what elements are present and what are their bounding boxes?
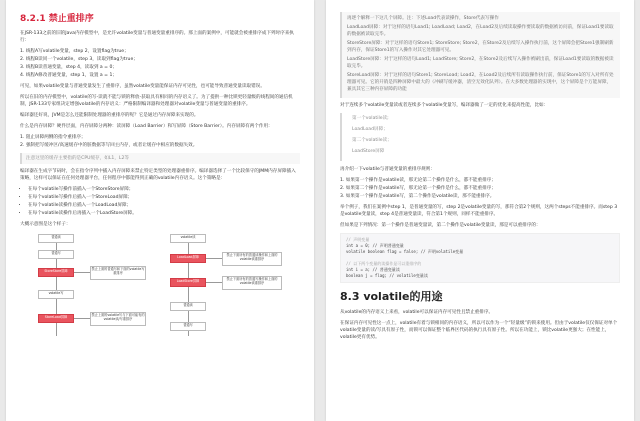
paragraph: 对于连续多个volatile变量读或者连续多个volatile变量写，编译器做了一定的优化来提高性能，比如： <box>340 103 549 108</box>
list-item: 2. 强制把写缓冲区/高速缓存中的脏数据等写回主内存，或者让缓存中相应的数据失效。 <box>20 143 198 148</box>
paragraph: 编译器在生成字节码时，会在指令序列中插入内存屏障来禁止特定类型的处理器重排序。编译器选择了一个比较保守的JMM内存屏障插入策略，这样可以保证在任何处理器平台，任何程序中都能得到正确的volatile内存语义。这个策略是： <box>20 169 296 181</box>
connector-line <box>74 272 90 273</box>
code-line: int i = a; // 普通变量读 <box>346 267 400 272</box>
barrier-effects-list <box>20 134 300 149</box>
paragraph: 在JSR-133之前的旧的Java内存模型中，是允许volatile变量与普通变量重排序的。那上面的案例中，可能就会被重排序成下列时序来执行： <box>20 31 294 43</box>
list-item: 1. 阻止屏障两侧的指令重排序； <box>20 135 86 140</box>
reorder-steps-list <box>20 48 300 79</box>
diagram-note: 禁止下面所有的普通读操作和上面的volatile读重排序 <box>222 252 282 266</box>
diagram-note: 禁止上面的volatile写与下面可能有的volatile读/写重排序 <box>90 312 146 326</box>
diagram-box: volatile读 <box>170 234 206 243</box>
page-header <box>20 6 300 12</box>
sequence-item: 第二个volatile读； <box>352 138 392 143</box>
list-item: 3. 线程B读普通变量，step 4，读取到 a = 0； <box>20 65 118 70</box>
paragraph: LoadStore屏障：对于这样的语句Load1; LoadStore; Store2，在Store2及后续写入操作被刷出前，保证Load1要读取的数据被读取完毕。 <box>347 57 614 69</box>
section-title: 8.2.1 禁止重排序 <box>20 14 94 24</box>
diagram-note: 禁止下面所有的普通写操作和上面的volatile读重排序 <box>222 276 282 290</box>
paragraph: StoreLoad屏障：对于这样的语句Store1; StoreLoad; Load2，在Load2及后续所有读取操作执行前，保证Store1的写入对所有处理器可见。它的开销是四种屏障中最大的（冲刷写缓冲器，清空无效化队列）。在大多数处理器的实现中，这个屏障是个万能屏障，兼具其它三种内存屏障的功能 <box>347 73 614 92</box>
list-item: 4. 线程A修改普通变量，step 1，设置 a = 1； <box>20 73 117 78</box>
paragraph: 编译器还好说，JVM是怎么还能限制处理器的重排序的呢？它是通过内存屏障来实现的。 <box>20 113 199 118</box>
diagram-box: 普通写 <box>38 250 74 259</box>
code-line: // 声明变量 <box>346 237 370 242</box>
diagram-barrier-box: StoreLoad屏障 <box>38 314 74 323</box>
list-item: • 在每个volatile写操作后插入一个StoreLoad屏障； <box>28 194 300 201</box>
diagram-barrier-box: LoadLoad屏障 <box>170 254 206 263</box>
paragraph: 可见，如果volatile变量与普通变量发生了重排序，虽然volatile变量能保证内存可见性，也可能导致普通变量读取错误。 <box>20 84 265 89</box>
barrier-strategy-list <box>20 186 300 217</box>
diagram-barrier-box: StoreStore屏障 <box>38 268 74 277</box>
paragraph: 再逐个解释一下这几个屏障。注：下述Load代表读操作，Store代表写操作 <box>347 16 499 21</box>
diagram-box: 普通读 <box>38 234 74 243</box>
paragraph: StoreStore屏障：对于这样的语句Store1; StoreStore; Store2，在Store2及后续写入操作执行前，这个屏障会把Store1强制刷新到内存，保证Store1的写入操作对其它处理器可见。 <box>347 41 614 53</box>
paragraph: 所以在旧的内存模型中，volatile的写-读就不能与锁的释放-获取具有相同的内存语义了。为了提供一种比锁更轻量级的线程间的通信机制，JSR-133专家组决定增强volatile的内存语义：严格限制编译器和处理器对volatile变量与普通变量的重排序。 <box>20 95 293 107</box>
code-line: int a = 0; // 声明普通变量 <box>346 243 404 248</box>
list-item: • 在每个volatile读操作后再插入一个LoadStore屏障。 <box>28 210 300 217</box>
code-line: // 以下两个变量的读操作是可以重排序的 <box>346 261 422 266</box>
barrier-diagram <box>20 232 300 340</box>
diagram-box: volatile写 <box>38 290 74 299</box>
code-line: volatile boolean flag = false; // 声明volatile变量 <box>346 249 464 254</box>
sequence-item: LoadLoad屏障； <box>352 127 388 132</box>
paragraph: 但如果是下列情况：第一个操作是普通变量读，第二个操作是volatile变量读，那是可以重排序的： <box>340 223 541 228</box>
document-page-left <box>6 0 314 421</box>
barrier-sequence <box>340 113 620 161</box>
section-title: 8.3 volatile的用途 <box>340 290 443 303</box>
code-block <box>340 233 620 283</box>
list-item: • 在每个volatile写操作前插入一个StoreStore屏障； <box>28 186 300 193</box>
connector-line <box>206 282 222 283</box>
diagram-box: 普通写 <box>170 322 206 331</box>
document-page-right <box>326 0 634 421</box>
diagram-box: 普通读 <box>170 302 206 311</box>
list-item: • 在每个volatile读操作后插入一个LoadLoad屏障； <box>28 202 300 209</box>
sequence-item: LoadStore屏障 <box>352 149 385 154</box>
sequence-item: 第一个volatile读; <box>352 116 389 121</box>
reorder-rules-list <box>340 177 620 200</box>
diagram-barrier-box: LoadStore屏障 <box>170 278 206 287</box>
connector-line <box>206 258 222 259</box>
paragraph: 什么是内存屏障？硬件层面，内存屏障分两种：读屏障（Load Barrier）和写屏障（Store Barrier）。内存屏障有两个作用： <box>20 124 273 129</box>
list-item: 2. 如果第二个操作是volatile写，那无论第一个操作是什么，都不能重排序； <box>340 186 496 191</box>
connector-line <box>74 318 90 319</box>
list-item: 1. 如果第一个操作是volatile读，那无论第二个操作是什么，都不能重排序； <box>340 178 496 183</box>
paragraph: LoadLoad屏障：对于这样的语句Load1; LoadLoad; Load2，在Load2及后续读取操作要读取的数据被访问前，保证Load1要读取的数据被读取完毕。 <box>347 25 614 37</box>
list-item: 1. 线程A写volatile变量，step 2，设置flag为true； <box>20 49 129 54</box>
diagram-note: 禁止上面的普通写和下面的volatile写重排序 <box>90 266 146 280</box>
paragraph: 再介绍一下volatile与普通变量的重排序规则： <box>340 167 435 172</box>
code-line: boolean j = flag; // volatile变量读 <box>346 273 428 278</box>
barrier-explanation-block <box>340 12 620 98</box>
list-item: 3. 如果第一个操作是volatile写，第二个操作是volatile读，那不能重排序。 <box>340 194 495 199</box>
paragraph: 从volatile的内存语义上来看，volatile可以保证内存可见性且禁止重排序。 <box>340 310 494 315</box>
paragraph: 在保证内存可见性这一点上，volatile有着与锁相同的内存语义，所以可以作为一个“轻量级”的锁来使用。但由于volatile仅仅保证对单个volatile变量的读/写具有原子性，而锁可以保证整个临界区代码的执行具有原子性。所以在功能上，锁比volatile更强大；在性能上，volatile更有优势。 <box>340 321 618 340</box>
paragraph: 大概示意图是这个样子： <box>20 222 71 227</box>
note-callout: 注意这里的缓存主要指的是CPU缓存，如L1，L2等 <box>20 153 300 164</box>
list-item: 2. 线程B读同一个volatile，step 3，读取到flag为true； <box>20 57 138 62</box>
paragraph: 举个例子，我们在案例中step 1，是普通变量的写，step 2是volatile变量的写，那符合第2个规则，这两个steps不能重排序。而step 3是volatile变量读，step 4是普通变量读，符合第1个规则，同样不能重排序。 <box>340 205 618 217</box>
